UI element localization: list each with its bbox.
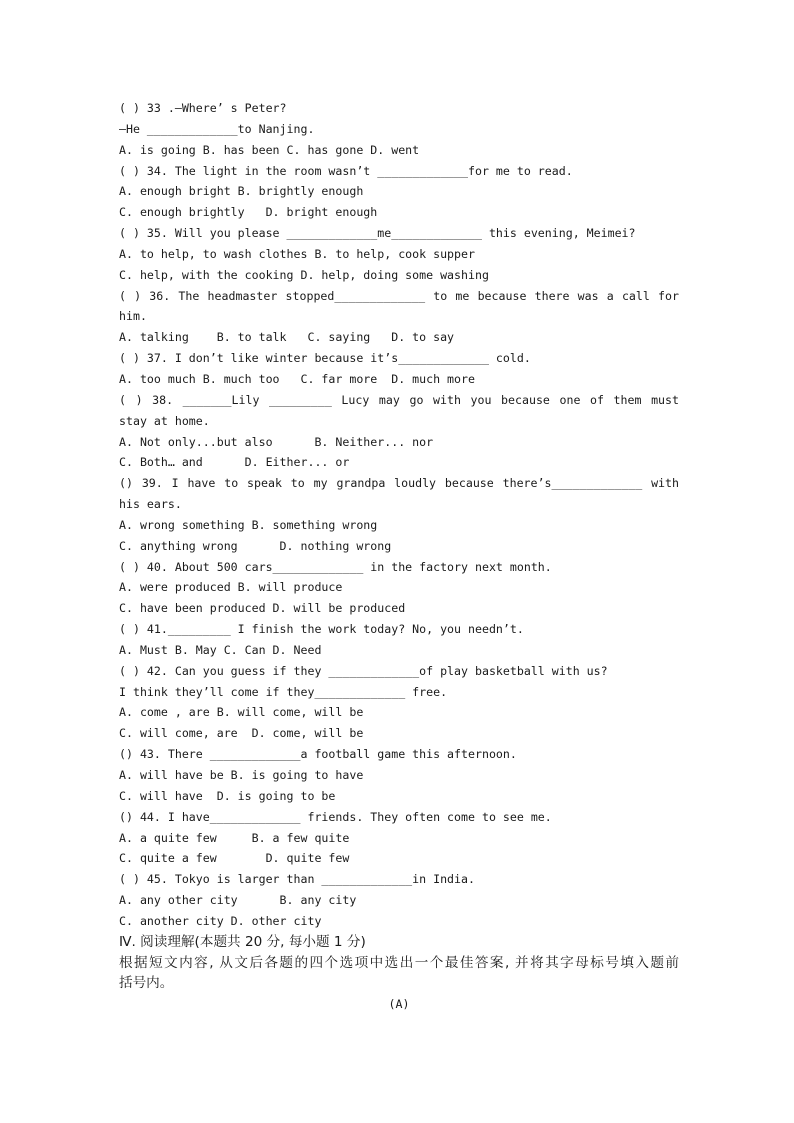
question-line: () 39. I have to speak to my grandpa loudly because there’s_____________ with xyxy=(119,476,679,491)
question-line: ( ) 34. The light in the room wasn’t _____________for me to read. xyxy=(119,163,573,178)
question-line: —He _____________to Nanjing. xyxy=(119,121,315,136)
question-line: C. another city D. other city xyxy=(119,913,322,928)
question-line: ( ) 36. The headmaster stopped_____________ to me because there was a call for xyxy=(119,288,679,303)
question-line: () 44. I have_____________ friends. They often come to see me. xyxy=(119,809,552,824)
question-line: I think they’ll come if they_____________ free. xyxy=(119,684,448,699)
question-line: A. talking B. to talk C. saying D. to say xyxy=(119,330,455,345)
question-line: C. quite a few D. quite few xyxy=(119,851,350,866)
question-line: ( ) 37. I don’t like winter because it’s_____________ cold. xyxy=(119,351,531,366)
question-line: ( ) 35. Will you please _____________me_____________ this evening, Meimei? xyxy=(119,226,636,241)
question-line: A. were produced B. will produce xyxy=(119,580,343,595)
exam-page xyxy=(119,98,679,1015)
question-line: ( ) 45. Tokyo is larger than _____________in India. xyxy=(119,872,475,887)
question-line: ( ) 41._________ I finish the work today? No, you needn’t. xyxy=(119,622,524,637)
question-line: A. wrong something B. something wrong xyxy=(119,517,378,532)
question-line: his ears. xyxy=(119,497,182,512)
question-line: A. come , are B. will come, will be xyxy=(119,705,364,720)
question-line: C. have been produced D. will be produced xyxy=(119,601,406,616)
question-line: A. will have be B. is going to have xyxy=(119,768,364,782)
question-line: ( ) 42. Can you guess if they _____________of play basketball with us? xyxy=(119,663,608,678)
instruction-text-end: 括号内。 xyxy=(119,975,174,992)
question-line: ( ) 40. About 500 cars_____________ in the factory next month. xyxy=(119,559,552,574)
question-line: A. Not only...but also B. Neither... nor xyxy=(119,434,434,449)
instruction-text: 根据短文内容, 从文后各题的四个选项中选出一个最佳答案, 并将其字母标号填入题前 xyxy=(119,954,679,971)
question-line: A. a quite few B. a few quite xyxy=(119,830,350,845)
question-line: C. will have D. is going to be xyxy=(119,788,336,803)
question-line: A. is going B. has been C. has gone D. went xyxy=(119,142,420,157)
question-line: ( ) 33 .—Where’ s Peter? xyxy=(119,101,287,115)
question-line: A. too much B. much too C. far more D. much more xyxy=(119,371,475,386)
question-line: C. will come, are D. come, will be xyxy=(119,726,364,741)
question-line: C. help, with the cooking D. help, doing some washing xyxy=(119,267,489,282)
question-line: () 43. There _____________a football game this afternoon. xyxy=(119,747,517,762)
question-line: C. enough brightly D. bright enough xyxy=(119,205,378,220)
question-line: A. to help, to wash clothes B. to help, cook supper xyxy=(119,246,475,261)
question-line: A. any other city B. any city xyxy=(119,893,357,908)
question-line: C. anything wrong D. nothing wrong xyxy=(119,538,392,553)
question-line: him. xyxy=(119,309,147,324)
question-list xyxy=(119,98,679,932)
question-line: ( ) 38. _______Lily _________ Lucy may go with you because one of them must xyxy=(119,392,679,407)
question-line: A. Must B. May C. Can D. Need xyxy=(119,642,322,657)
question-line: stay at home. xyxy=(119,413,210,428)
passage-label: (A) xyxy=(388,997,410,1012)
section-heading: Ⅳ. 阅读理解(本题共 20 分, 每小题 1 分) xyxy=(119,933,366,950)
question-line: A. enough bright B. brightly enough xyxy=(119,184,364,199)
question-line: C. Both… and D. Either... or xyxy=(119,455,350,470)
